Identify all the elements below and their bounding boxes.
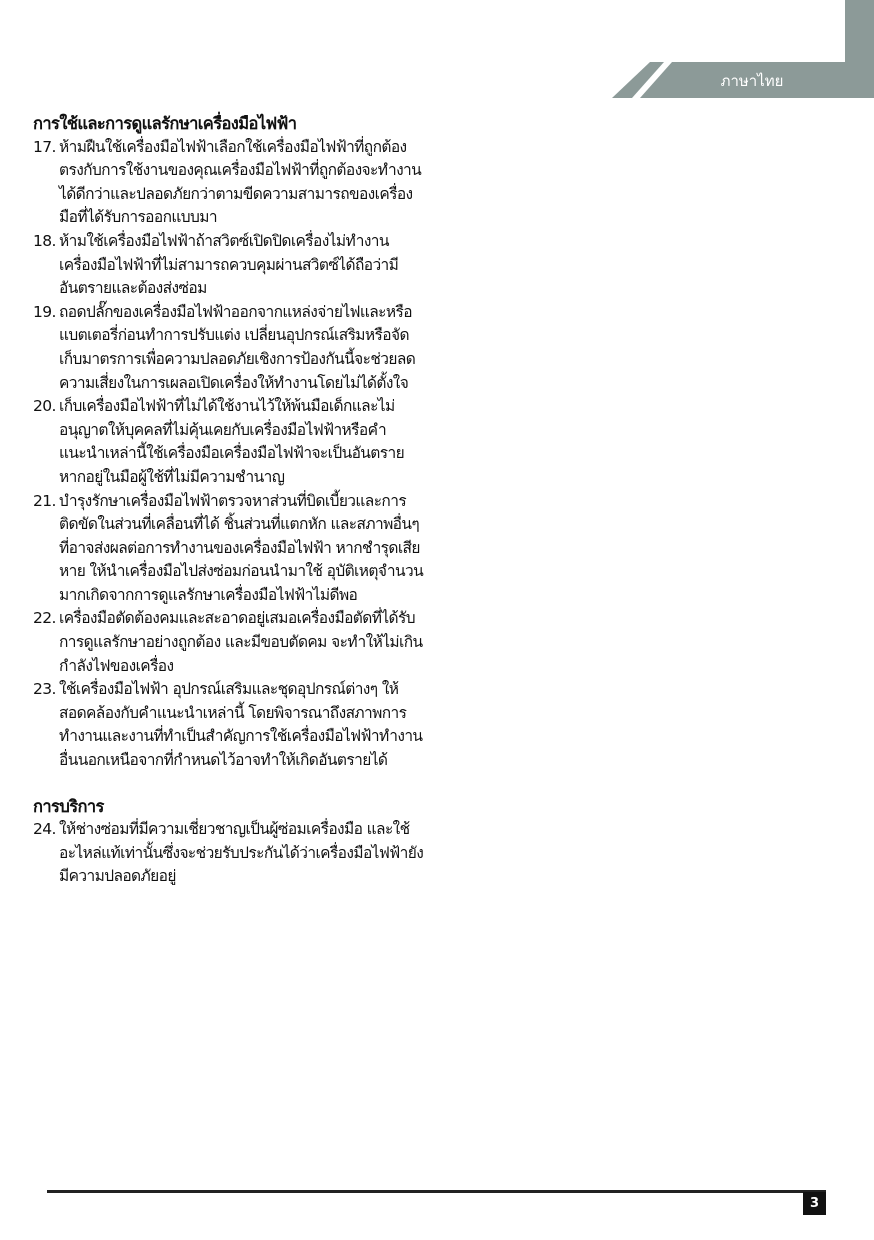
- item-text: เก็บเครื่องมือไฟฟ้าที่ไม่ได้ใช้งานไว้ให้พ้นมือเด็กและไม่อนุญาตให้บุคคลที่ไม่คุ้นเคยกับเครื่องมือไฟฟ้าหรือคำแนะนำเหล่านี้ใช้เครื่องมือเครื่องมือไฟฟ้าจะเป็นอันตรายหากอยู่ในมือผู้ใช้ที่ไม่มีความชำนาญ: [59, 397, 405, 486]
- list-item: [33, 678, 428, 772]
- section-title-service: การบริการ: [33, 796, 104, 816]
- list-item: [33, 230, 428, 301]
- item-text: ใช้เครื่องมือไฟฟ้า อุปกรณ์เสริมและชุดอุปกรณ์ต่างๆ ให้สอดคล้องกับคำแนะนำเหล่านี้ โดยพิจารณาถึงสภาพการทำงานและงานที่ทำเป็นสำคัญการใช้เครื่องมือไฟฟ้าทำงานอื่นนอกเหนือจากที่กำหนดไว้อาจทำให้เกิดอันตรายได้: [59, 680, 423, 770]
- list-item: [33, 607, 428, 678]
- list-item: [33, 490, 428, 608]
- page-content: [33, 112, 428, 889]
- item-text: ให้ช่างซ่อมที่มีความเชี่ยวชาญเป็นผู้ซ่อมเครื่องมือ และใช้อะไหล่แท้เท่านั้นซึ่งจะช่วยรับประกันได้ว่าเครื่องมือไฟฟ้ายังมีความปลอดภัยอยู่: [59, 820, 424, 886]
- list-item: [33, 136, 428, 230]
- item-text: ถอดปลั๊กของเครื่องมือไฟฟ้าออกจากแหล่งจ่ายไฟและหรือแบตเตอรี่ก่อนทำการปรับแต่ง เปลี่ยนอุปกรณ์เสริมหรือจัดเก็บมาตรการเพื่อความปลอดภัยเชิงการป้องกันนี้จะช่วยลดความเสี่ยงในการเผลอเปิดเครื่องให้ทำงานโดยไม่ได้ตั้งใจ: [59, 302, 416, 392]
- item-text: ห้ามใช้เครื่องมือไฟฟ้าถ้าสวิตซ์เปิดปิดเครื่องไม่ทำงาน เครื่องมือไฟฟ้าที่ไม่สามารถควบคุมผ่านสวิตซ์ได้ถือว่ามีอันตรายและต้องส่งซ่อม: [59, 231, 399, 298]
- item-number: 21.: [33, 491, 56, 510]
- item-text: เครื่องมือตัดต้องคมและสะอาดอยู่เสมอเครื่องมือตัดที่ได้รับการดูแลรักษาอย่างถูกต้อง และมีขอบตัดคม จะทำให้ไม่เกินกำลังไฟของเครื่อง: [59, 609, 423, 675]
- item-text: บำรุงรักษาเครื่องมือไฟฟ้าตรวจหาส่วนที่บิดเบี้ยวและการติดขัดในส่วนที่เคลื่อนที่ได้ ชิ้นส่วนที่แตกหัก และสภาพอื่นๆ ที่อาจส่งผลต่อการทำงานของเครื่องมือไฟฟ้า หากชำรุดเสียหาย ให้นำเครื่องมือไปส่งซ่อมก่อนนำมาใช้ อุบัติเหตุจำนวนมากเกิดจากการดูแลรักษาเครื่องมือไฟฟ้าไม่ดีพอ: [59, 491, 424, 604]
- language-tab-label: ภาษาไทย: [720, 72, 784, 90]
- section-title-use-and-care: การใช้และการดูแลรักษาเครื่องมือไฟฟ้า: [33, 114, 297, 133]
- item-number: 20.: [33, 397, 56, 416]
- item-number: 17.: [33, 137, 56, 156]
- service-list: [33, 818, 428, 889]
- page-number-badge: 3: [803, 1192, 826, 1215]
- item-number: 19.: [33, 302, 56, 321]
- use-and-care-list: [33, 136, 428, 773]
- item-number: 18.: [33, 231, 56, 250]
- list-item: [33, 395, 428, 489]
- item-number: 23.: [33, 680, 56, 699]
- item-number: 24.: [33, 820, 56, 839]
- list-item: [33, 301, 428, 395]
- list-item: [33, 818, 428, 889]
- item-text: ห้ามฝืนใช้เครื่องมือไฟฟ้าเลือกใช้เครื่องมือไฟฟ้าที่ถูกต้องตรงกับการใช้งานของคุณเครื่องมือไฟฟ้าที่ถูกต้องจะทำงานได้ดีกว่าและปลอดภัยกว่าตามขีดความสามารถของเครื่องมือที่ได้รับการออกแบบมา: [59, 137, 422, 227]
- item-number: 22.: [33, 609, 56, 628]
- footer-divider: [47, 1190, 826, 1193]
